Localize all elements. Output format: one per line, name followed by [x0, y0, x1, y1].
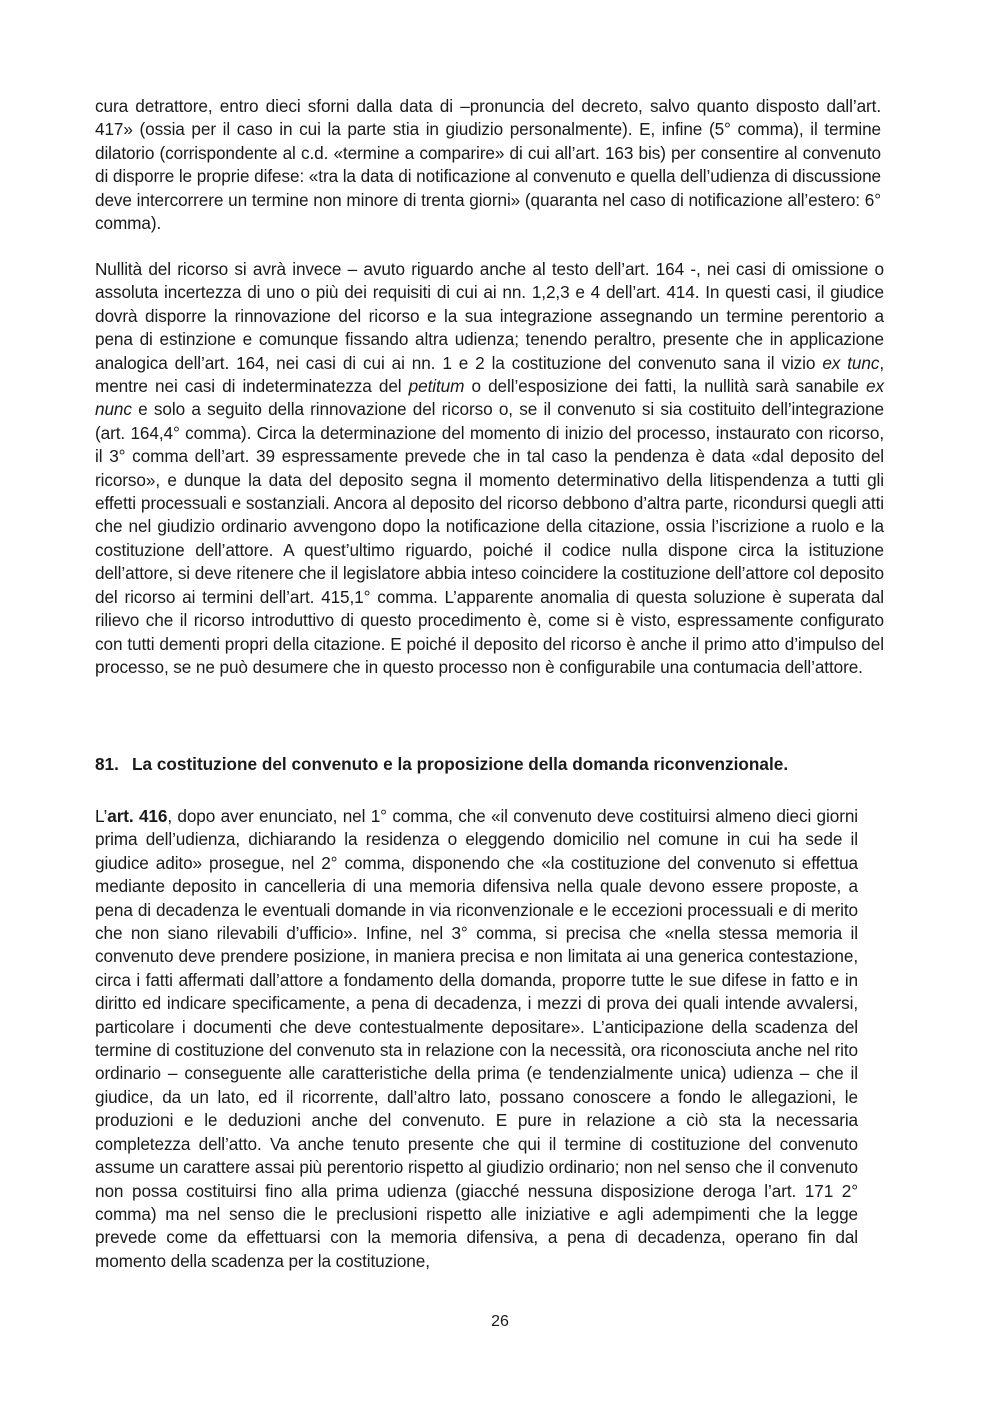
section-number: 81.: [95, 754, 119, 774]
italic-term: petitum: [408, 376, 465, 397]
italic-term: ex nunc: [95, 376, 884, 420]
paragraph-text: e solo a seguito della rinnovazione del ricorso o, se il convenuto si sia costituito dell’integrazione (art. 164,4° comma). Circa la determinazione del momento di inizio del processo, instaurato con ricorso, il 3° comma dell’art. 39 espressamente prevede che in tal caso la pendenza è data «dal deposito del ricorso», e dunque la data del deposito segna il momento determinativo della litispendenza a tutti gli effetti processuali e sostanziali. Ancora al deposito del ricorso debbono d’altra parte, ricondursi quegli atti che nel giudizio ordinario avvengono dopo la notificazione della citazione, ossia l’iscrizione a ruolo e la costituzione dell’attore. A quest’ultimo riguardo, poiché il codice nulla dispone circa la istituzione dell’attore, si deve ritenere che il legislatore abbia inteso coincidere la costituzione dell’attore col deposito del ricorso ai termini dell’art. 415,1° comma. L’apparente anomalia di questa soluzione è superata dal rilievo che il ricorso introduttivo di questo procedimento è, come si è visto, espressamente configurato con tutti dementi propri della citazione. E poiché il deposito del ricorso è anche il primo atto d’impulso del processo, se ne può desumere che in questo processo non è configurabile una contumacia dell’attore.: [95, 399, 884, 677]
body-paragraph: [95, 805, 858, 1273]
paragraph-text: , dopo aver enunciato, nel 1° comma, che «il convenuto deve costituirsi almeno dieci giorni prima dell’udienza, dichiarando la residenza o eleggendo domicilio nel comune in cui ha sede il giudice adito» prosegue, nel 2° comma, disponendo che «la costituzione del convenuto si effettua mediante deposito in cancelleria di una memoria difensiva nella quale devono essere proposte, a pena di decadenza le eventuali domande in via riconvenzionale e le eccezioni processuali e di merito che non siano rilevabili d’ufficio». Infine, nel 3° comma, si precisa che «nella stessa memoria il convenuto deve prendere posizione, in maniera precisa e non limitata ai una generica contestazione, circa i fatti affermati dall’attore a fondamento della domanda, proporre tutte le sue difese in fatto e in diritto ed indicare specificamente, a pena di decadenza, i mezzi di prova dei quali intende avvalersi, particolare i documenti che deve contestualmente depositare». L’anticipazione della scadenza del termine di costituzione del convenuto sta in relazione con la necessità, ora riconosciuta anche nel rito ordinario – conseguente alle caratteristiche della prima (e tendenzialmente unica) udienza – che il giudice, da un lato, ed il ricorrente, dall’altro lato, possano conoscere a fondo le allegazioni, le produzioni e le deduzioni anche del convenuto. E pure in relazione a ciò sta la necessaria completezza dell’atto. Va anche tenuto presente che qui il termine di costituzione del convenuto assume un carattere assai più perentorio rispetto al giudizio ordinario; non nel senso che il convenuto non possa costituirsi fino alla prima udienza (giacché nessuna disposizione deroga l’art. 171 2° comma) ma nel senso die le preclusioni rispetto alle iniziative e agli adempimenti che la legge prevede come da effettuarsi con la memoria difensiva, a pena di decadenza, operano fin dal momento della scadenza per la costituzione,: [95, 806, 858, 1271]
italic-term: ex tunc: [822, 352, 880, 373]
paragraph-text: , mentre nei casi di indeterminatezza del: [95, 352, 885, 397]
page-number: 26: [491, 1313, 509, 1330]
body-paragraph: [95, 258, 884, 679]
section-title: La costituzione del convenuto e la proposizione della domanda riconvenzionale.: [132, 754, 789, 774]
paragraph-text: L’: [95, 806, 108, 826]
section-heading: [95, 752, 895, 776]
paragraph-text: o dell’esposizione dei fatti, la nullità sarà sanabile: [464, 376, 867, 397]
body-paragraph: cura detrattore, entro dieci sforni dalla data di –pronuncia del decreto, salvo quanto disposto dall’art. 417» (ossia per il caso in cui la parte stia in giudizio personalmente). E, infine (5° comma), il termine dilatorio (corrispondente al c.d. «termine a comparire» di cui all’art. 163 bis) per consentire al convenuto di disporre le proprie difese: «tra la data di notificazione al convenuto e quella dell’udienza di discussione deve intercorrere un termine non minore di trenta giorni» (quaranta nel caso di notificazione all’estero: 6° comma).: [95, 96, 881, 234]
paragraph-text: Nullità del ricorso si avrà invece – avuto riguardo anche al testo dell’art. 164 -, nei casi di omissione o assoluta incertezza di uno o più dei requisiti di cui ai nn. 1,2,3 e 4 dell’art. 414. In questi casi, il giudice dovrà disporre la rinnovazione del ricorso e la sua integrazione assegnando un termine perentorio a pena di estinzione e comunque fissando altra udienza; tenendo peraltro, presente che in applicazione analogica dell’art. 164, nei casi di cui ai nn. 1 e 2 la costituzione del convenuto sana il vizio: [95, 259, 884, 373]
bold-term: art. 416: [107, 806, 168, 826]
